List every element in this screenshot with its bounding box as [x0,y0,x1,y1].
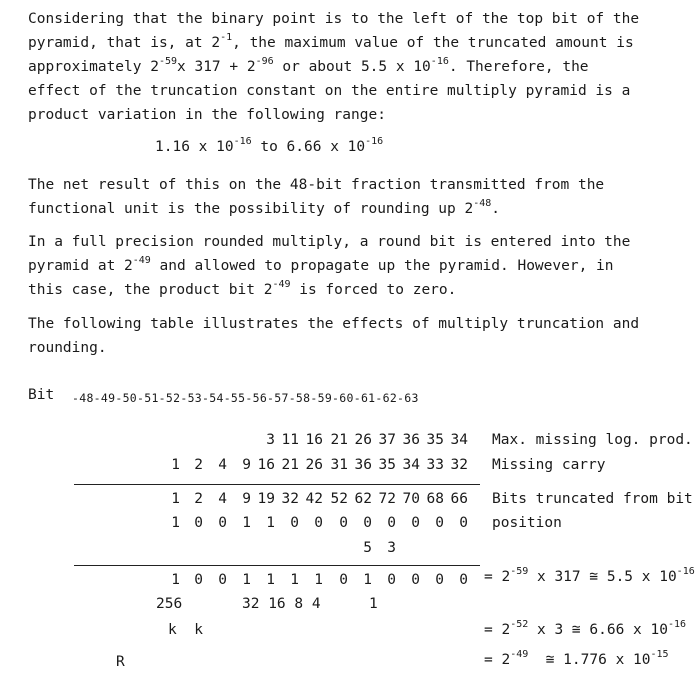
table-cell: 1 [266,515,275,531]
table-cell: 72 [378,491,396,507]
table-cell: 0 [218,572,227,588]
table-cell: 70 [402,491,420,507]
row-note: Max. missing log. prod. [492,432,693,448]
text-line: approximately $2^{-59}x$ $317 + 2^{-96}$ or about 5.5 x $10^{-16}$. Therefore, the [28,56,589,75]
text-line: rounding. [28,340,107,356]
text-line: this case, the product bit $2^{-49}$ is forced to zero. [28,279,457,298]
row-note: position [492,515,562,531]
text-line: effect of the truncation constant on the entire multiply pyramid is a [28,83,631,99]
table-cell: 0 [411,515,420,531]
paragraph-rounded-multiply [28,230,630,302]
table-cell: 0 [459,572,468,588]
result-equation-3: = $2^{-49}$ ≅ 1.776 x $10^{-15}$ [484,649,669,668]
table-cell: 33 [426,457,444,473]
table-cell: 35 [378,457,396,473]
table-cell: 5 [363,540,372,556]
text-line: product variation in the following range: [28,107,386,123]
table-cell: 35 [426,432,444,448]
table-cell: 2 [194,457,203,473]
table-cell: 0 [387,572,396,588]
text-line: functional unit is the possibility of rounding up $2^{-48}$. [28,198,501,217]
table-cell: 68 [426,491,444,507]
table-cell: 3 [266,432,275,448]
table-cell: 0 [194,572,203,588]
result-equation-1: = $2^{-59}$ x 317 ≅ 5.5 x $10^{-16}$ [484,566,695,585]
text-line: In a full precision rounded multiply, a round bit is entered into the [28,234,631,250]
kk-row [168,622,203,642]
table-cell: 21 [330,432,348,448]
range-equation: 1.16 x $10^{-16}$ to 6.66 x $10^{-16}$ [155,136,384,155]
r-label: R [116,654,125,670]
table-cell: 32 [450,457,468,473]
table-cell: 2 [194,491,203,507]
table-cell: 0 [435,515,444,531]
table-cell: 0 [339,515,348,531]
table-cell: 36 [402,432,420,448]
row-note: Bits truncated from bit [492,491,693,507]
table-cell: 52 [330,491,348,507]
table-divider-bottom [74,565,480,566]
table-cell: 0 [387,515,396,531]
table-cell: 4 [218,457,227,473]
table-divider-top [74,484,480,485]
paragraph-table-intro [28,312,639,360]
table-cell: 62 [354,491,372,507]
table-cell: 21 [281,457,299,473]
weight-value: 1 [369,596,378,612]
text-line: pyramid, that is, at $2^{-1}$, the maximum value of the truncated amount is [28,32,634,51]
table-cell: 1 [171,572,180,588]
paragraph-truncation [28,7,639,127]
table-cell: 26 [354,432,372,448]
table-row [0,432,693,452]
text-line: Considering that the binary point is to the left of the top bit of the [28,11,640,27]
table-cell: 1 [171,491,180,507]
kk-label: k k [168,622,203,638]
table-cell: 0 [411,572,420,588]
table-cell: 66 [450,491,468,507]
table-row [0,457,690,477]
row-note: Missing carry [492,457,606,473]
table-cell: 9 [242,491,251,507]
table-cell: 37 [378,432,396,448]
table-cell: 4 [218,491,227,507]
table-cell: 0 [363,515,372,531]
table-cell: 0 [290,515,299,531]
table-cell: 34 [402,457,420,473]
table-cell: 3 [387,540,396,556]
table-cell: 19 [257,491,275,507]
table-cell: 16 [305,432,323,448]
table-cell: 0 [339,572,348,588]
table-cell: 1 [363,572,372,588]
table-cell: 11 [281,432,299,448]
table-cell: 31 [330,457,348,473]
bit-position-sequence: -48-49-50-51-52-53-54-55-56-57-58-59-60-61-62-63 [72,391,419,405]
table-cell: 36 [354,457,372,473]
table-cell: 9 [242,457,251,473]
table-cell: 0 [314,515,323,531]
table-cell: 1 [314,572,323,588]
table-cell: 0 [435,572,444,588]
table-cell: 0 [194,515,203,531]
table-cell: 16 [257,457,275,473]
text-line: The net result of this on the 48-bit fraction transmitted from the [28,177,605,193]
table-cell: 1 [171,515,180,531]
bit-label: Bit [28,387,55,403]
table-cell: 42 [305,491,323,507]
table-row [0,540,690,560]
paragraph-net-result [28,173,604,221]
table-cell: 1 [266,572,275,588]
weight-value: 256 [156,596,183,612]
table-cell: 26 [305,457,323,473]
table-cell: 0 [459,515,468,531]
weights-row [0,596,480,616]
table-cell: 1 [242,515,251,531]
table-cell: 1 [242,572,251,588]
table-row [0,515,690,535]
table-cell: 0 [218,515,227,531]
text-line: pyramid at $2^{-49}$ and allowed to propagate up the pyramid. However, in [28,255,614,274]
table-cell: 32 [281,491,299,507]
table-cell: 34 [450,432,468,448]
table-row [0,491,693,511]
weight-value: 32 16 8 4 [242,596,321,612]
result-equation-2: = $2^{-52}$ x 3 ≅ 6.66 x $10^{-16}$ [484,619,687,638]
table-cell: 1 [290,572,299,588]
table-cell: 1 [171,457,180,473]
text-line: The following table illustrates the effects of multiply truncation and [28,316,640,332]
